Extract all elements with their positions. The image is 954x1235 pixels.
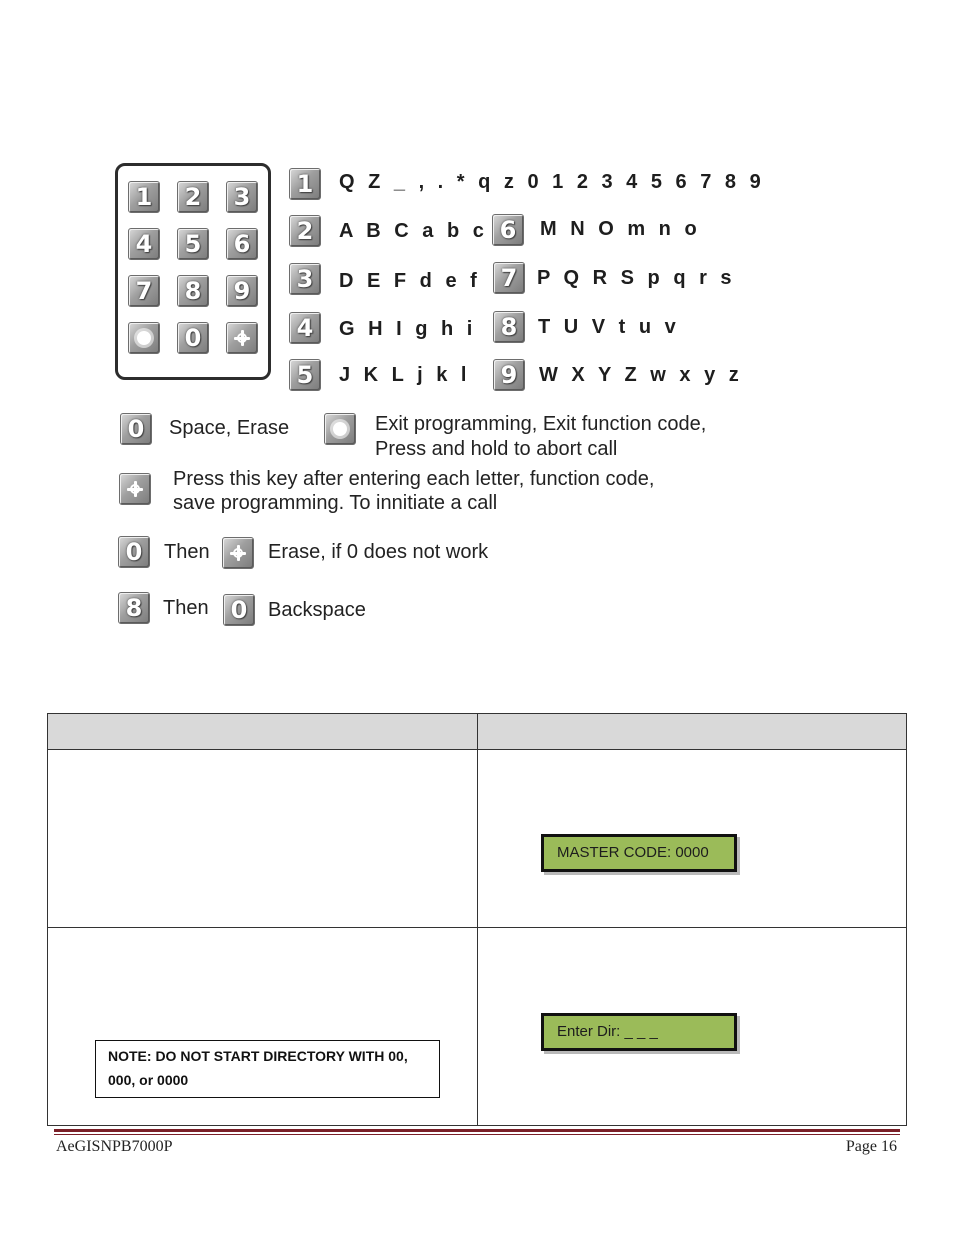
key-0-icon: 0 <box>223 594 255 626</box>
key-2-icon: 2 <box>289 215 321 247</box>
key-1-letters: Q Z _ , . * q z 0 1 2 3 4 5 6 7 8 9 <box>339 171 765 193</box>
key-3-letters: D E F d e f <box>339 270 481 292</box>
footer-rule <box>54 1129 900 1132</box>
key-0-icon: 0 <box>118 536 150 568</box>
key-8-letters: T U V t u v <box>538 316 680 338</box>
footer-rule-thin <box>54 1134 900 1135</box>
lcd-display-enter-dir: Enter Dir: _ _ _ <box>541 1013 737 1051</box>
keypad-key-1-icon: 1 <box>128 181 160 213</box>
lcd-display-master-code: MASTER CODE: 0000 <box>541 834 737 872</box>
key-4-icon: 4 <box>289 312 321 344</box>
footer-document-id: AeGISNPB7000P <box>56 1138 173 1155</box>
key-4-letters: G H I g h i <box>339 318 477 340</box>
combo1-description: Erase, if 0 does not work <box>268 541 489 563</box>
zero-key-description: Space, Erase <box>169 417 290 439</box>
key-3-icon: 3 <box>289 263 321 295</box>
keypad-hash-key-icon <box>226 322 258 354</box>
hash-key-icon <box>119 473 151 505</box>
key-1-icon: 1 <box>289 168 321 200</box>
note-line2: 000, or 0000 <box>108 1072 189 1088</box>
table-column-divider <box>477 714 478 1125</box>
keypad-key-5-icon: 5 <box>177 228 209 260</box>
keypad-key-8-icon: 8 <box>177 275 209 307</box>
keypad-key-7-icon: 7 <box>128 275 160 307</box>
key-9-letters: W X Y Z w x y z <box>539 364 743 386</box>
star-key-description-line2: Press and hold to abort call <box>375 438 618 460</box>
hash-key-description-line1: Press this key after entering each letter, function code, <box>173 468 655 490</box>
keypad-key-9-icon: 9 <box>226 275 258 307</box>
keypad-key-4-icon: 4 <box>128 228 160 260</box>
hash-key-icon <box>222 537 254 569</box>
footer-page-number: Page 16 <box>845 1138 897 1155</box>
key-2-letters: A B C a b c <box>339 220 488 242</box>
key-7-icon: 7 <box>493 262 525 294</box>
combo1-then: Then <box>164 541 210 563</box>
star-key-icon <box>324 413 356 445</box>
key-6-letters: M N O m n o <box>540 218 701 240</box>
key-6-icon: 6 <box>492 214 524 246</box>
combo2-then: Then <box>163 597 209 619</box>
note-line1: NOTE: DO NOT START DIRECTORY WITH 00, <box>108 1048 408 1064</box>
keypad-key-0-icon: 0 <box>177 322 209 354</box>
keypad-key-6-icon: 6 <box>226 228 258 260</box>
key-7-letters: P Q R S p q r s <box>537 267 736 289</box>
key-5-icon: 5 <box>289 359 321 391</box>
note-box <box>95 1040 440 1098</box>
key-9-icon: 9 <box>493 359 525 391</box>
key-8-icon: 8 <box>493 311 525 343</box>
hash-key-description-line2: save programming. To innitiate a call <box>173 492 498 514</box>
key-0-icon: 0 <box>120 413 152 445</box>
keypad-star-key-icon <box>128 322 160 354</box>
key-5-letters: J K L j k l <box>339 364 471 386</box>
combo2-description: Backspace <box>268 599 366 621</box>
star-key-description-line1: Exit programming, Exit function code, <box>375 413 707 435</box>
table-row-divider <box>48 927 906 928</box>
keypad-key-3-icon: 3 <box>226 181 258 213</box>
keypad-key-2-icon: 2 <box>177 181 209 213</box>
key-8-icon: 8 <box>118 592 150 624</box>
